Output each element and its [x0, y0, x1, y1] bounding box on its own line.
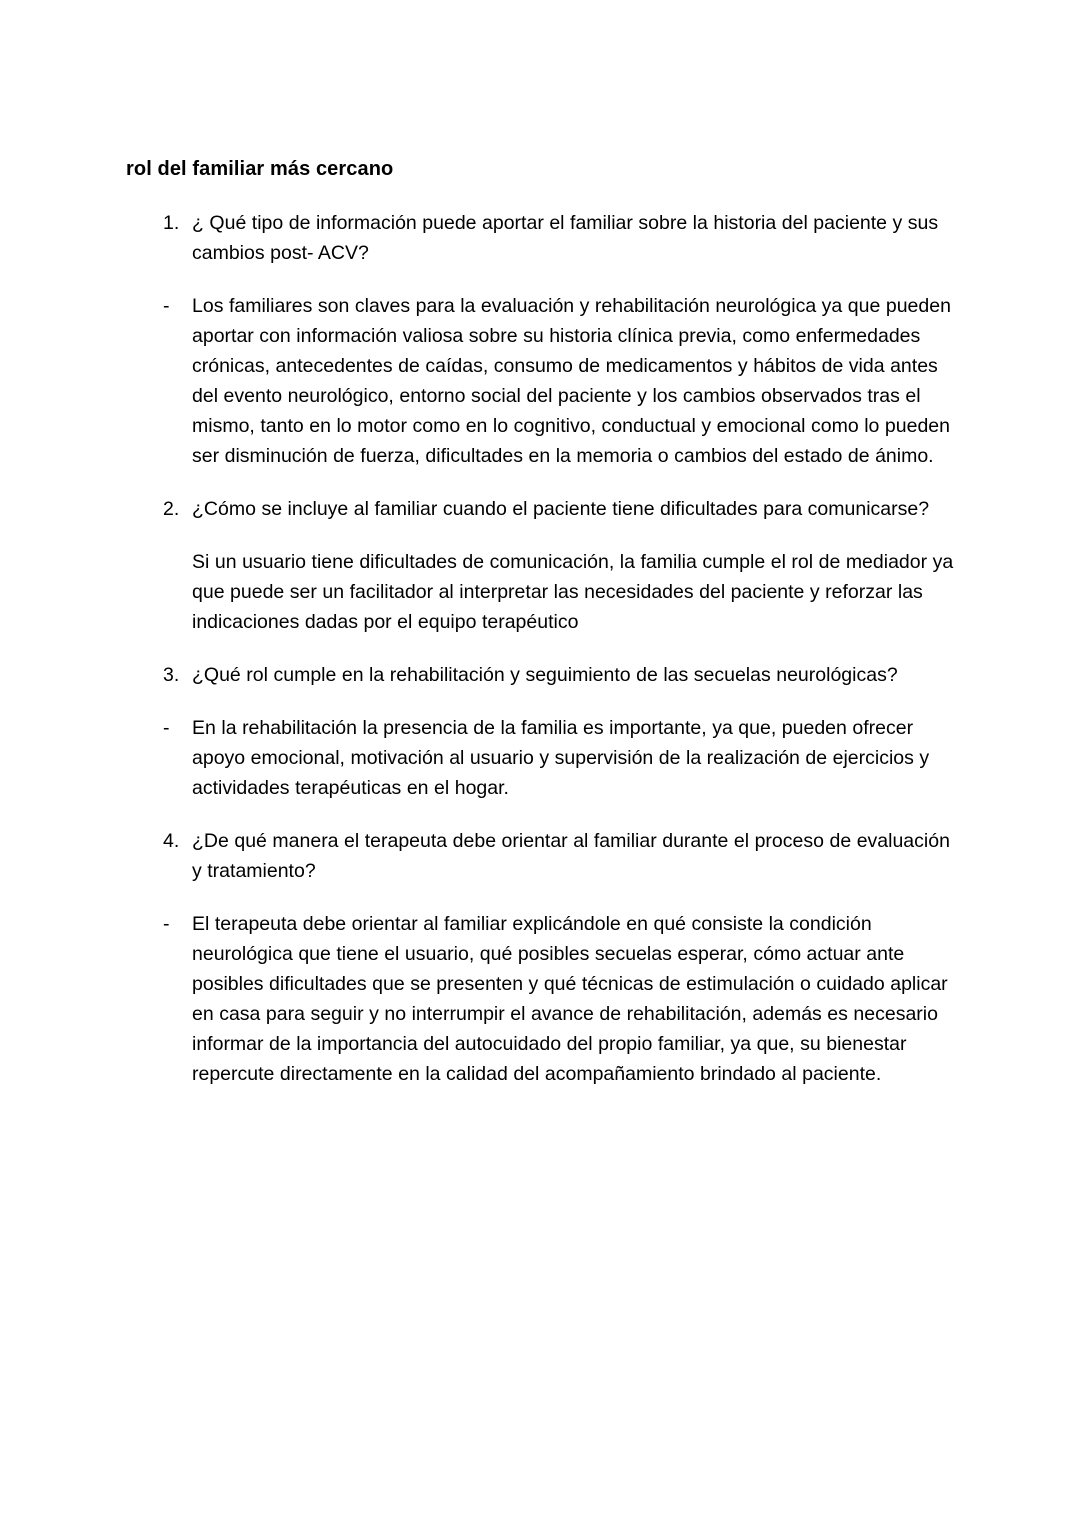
list-marker: -	[163, 913, 170, 935]
list-item	[126, 909, 954, 1089]
list-marker: 4.	[163, 830, 180, 852]
list-marker: 1.	[163, 212, 180, 234]
list-item	[126, 713, 954, 803]
page-title: rol del familiar más cercano	[126, 158, 394, 180]
list-item-text: El terapeuta debe orientar al familiar explicándole en qué consiste la condición neurológica que tiene el usuario, qué posibles secuelas esperar, cómo actuar ante posibles dificultades que se presenten y qué técnicas de estimulación o cuidado aplicar en casa para seguir y no interrumpir el avance de rehabilitación, además es necesario informar de la importancia del autocuidado del propio familiar, ya que, su bienestar repercute directamente en la calidad del acompañamiento brindado al paciente.	[192, 913, 954, 1085]
list-item-text: ¿Qué rol cumple en la rehabilitación y seguimiento de las secuelas neurológicas?	[192, 664, 898, 686]
list-item-text: ¿Cómo se incluye al familiar cuando el paciente tiene dificultades para comunicarse?	[192, 498, 930, 520]
list-item-text: ¿De qué manera el terapeuta debe orientar al familiar durante el proceso de evaluación y tratamiento?	[192, 830, 956, 882]
list-item-text: En la rehabilitación la presencia de la familia es importante, ya que, pueden ofrecer apoyo emocional, motivación al usuario y supervisión de la realización de ejercicios y actividades terapéuticas en el hogar.	[192, 717, 935, 799]
list-item	[126, 660, 954, 690]
list-item	[126, 291, 957, 471]
list-item-text: ¿ Qué tipo de información puede aportar el familiar sobre la historia del paciente y sus cambios post- ACV?	[192, 212, 944, 264]
list-marker: -	[163, 295, 170, 317]
list-item-text: Si un usuario tiene dificultades de comunicación, la familia cumple el rol de mediador ya que puede ser un facilitador al interpretar las necesidades del paciente y reforzar las indicaciones dadas por el equipo terapéutico	[192, 551, 959, 633]
list-item-text: Los familiares son claves para la evaluación y rehabilitación neurológica ya que pueden aportar con información valiosa sobre su historia clínica previa, como enfermedades crónicas, antecedentes de caídas, consumo de medicamentos y hábitos de vida antes del evento neurológico, entorno social del paciente y los cambios observados tras el mismo, tanto en lo motor como en lo cognitivo, conductual y emocional como lo pueden ser disminución de fuerza, dificultades en la memoria o cambios del estado de ánimo.	[192, 295, 957, 467]
list-marker: 2.	[163, 498, 180, 520]
list-marker: -	[163, 717, 170, 739]
document-body	[126, 155, 959, 1089]
list-item	[126, 208, 954, 268]
list-item	[126, 826, 954, 886]
list-marker: 3.	[163, 664, 180, 686]
list-item	[126, 494, 954, 524]
list-item	[126, 547, 959, 637]
